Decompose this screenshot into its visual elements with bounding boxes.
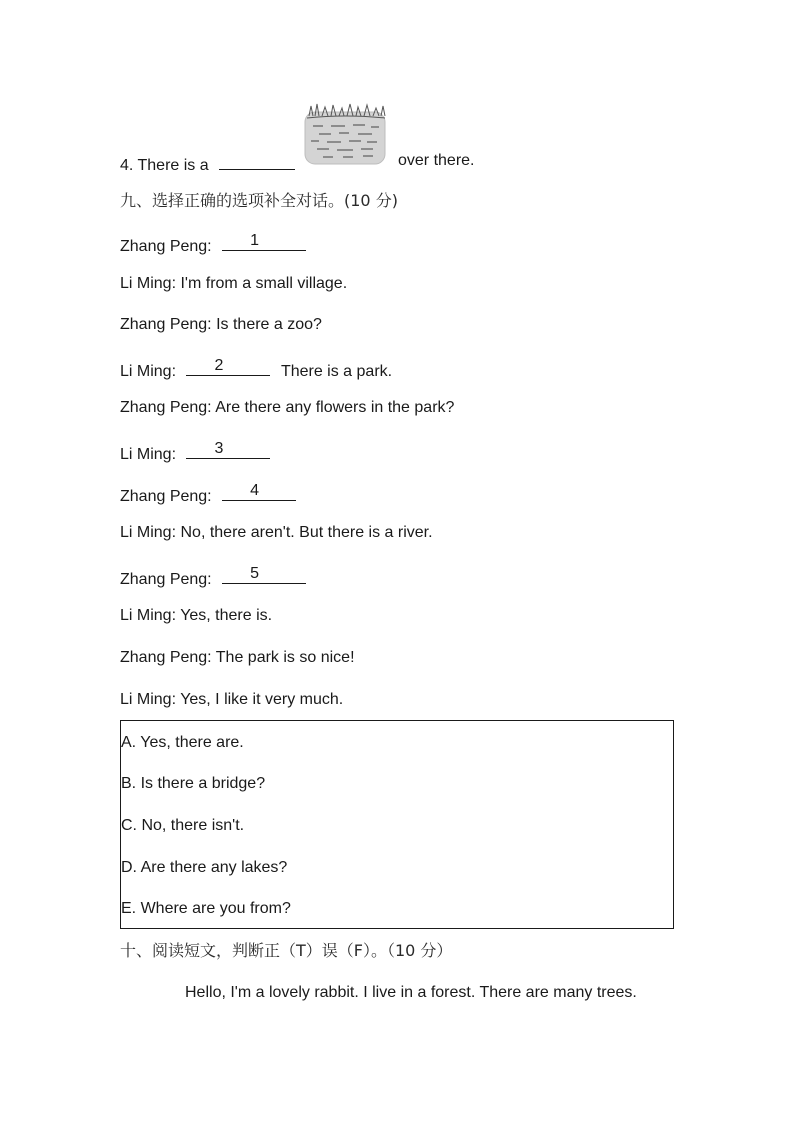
dialogue-line-3: [120, 315, 322, 335]
blank-number: 5: [250, 565, 259, 582]
reading-passage: Hello, I'm a lovely rabbit. I live in a forest. There are many trees.: [185, 984, 637, 1001]
speaker: Li Ming:: [120, 275, 177, 292]
speaker: Li Ming:: [120, 363, 177, 380]
dialogue-line-6: [120, 440, 270, 465]
dialogue-text: Is there a zoo?: [216, 316, 322, 333]
speaker: Li Ming:: [120, 524, 177, 541]
speaker: Zhang Peng:: [120, 238, 212, 255]
speaker: Li Ming:: [120, 607, 177, 624]
answer-blank-3[interactable]: [186, 440, 270, 459]
question-4-blank[interactable]: [219, 151, 295, 170]
section-9-heading: 九、选择正确的选项补全对话。(10 分): [120, 191, 398, 210]
speaker: Zhang Peng:: [120, 649, 212, 666]
dialogue-line-11: [120, 648, 355, 668]
dialogue-text: There is a park.: [280, 363, 393, 380]
speaker: Zhang Peng:: [120, 571, 212, 588]
answer-blank-1[interactable]: [222, 232, 306, 251]
options-box: [120, 720, 674, 929]
speaker: Li Ming:: [120, 446, 177, 463]
blank-number: 4: [250, 482, 259, 499]
option-e[interactable]: E. Where are you from?: [121, 900, 291, 917]
speaker: Zhang Peng:: [120, 488, 212, 505]
dialogue-line-2: [120, 274, 347, 294]
river-icon: [303, 102, 387, 166]
dialogue-line-1: [120, 232, 306, 257]
dialogue-line-10: [120, 606, 272, 626]
answer-blank-5[interactable]: [222, 565, 306, 584]
question-4-suffix: over there.: [398, 152, 475, 169]
blank-number: 1: [250, 232, 259, 249]
dialogue-line-9: [120, 565, 306, 590]
dialogue-line-12: [120, 690, 343, 710]
dialogue-line-5: [120, 398, 454, 418]
dialogue-line-7: [120, 482, 296, 507]
speaker: Li Ming:: [120, 691, 177, 708]
dialogue-line-8: [120, 523, 433, 543]
question-4-suffix-line: [398, 151, 474, 171]
option-a[interactable]: A. Yes, there are.: [121, 734, 244, 751]
dialogue-text: Yes, I like it very much.: [180, 691, 344, 708]
blank-number: 3: [214, 440, 224, 457]
question-4: [120, 151, 295, 176]
dialogue-text: Are there any flowers in the park?: [215, 399, 455, 416]
speaker: Zhang Peng:: [120, 316, 212, 333]
question-4-prefix: 4. There is a: [120, 157, 209, 174]
option-b[interactable]: B. Is there a bridge?: [121, 775, 266, 792]
dialogue-text: I'm from a small village.: [180, 275, 348, 292]
dialogue-text: No, there aren't. But there is a river.: [180, 524, 433, 541]
speaker: Zhang Peng:: [120, 399, 212, 416]
option-d[interactable]: D. Are there any lakes?: [121, 859, 288, 876]
dialogue-text: Yes, there is.: [180, 607, 273, 624]
section-10-heading: 十、阅读短文，判断正（T）误（F）。（10 分）: [120, 941, 453, 960]
blank-number: 2: [214, 357, 224, 374]
answer-blank-4[interactable]: [222, 482, 296, 501]
answer-blank-2[interactable]: [186, 357, 270, 376]
dialogue-line-4: [120, 357, 392, 382]
option-c[interactable]: C. No, there isn't.: [121, 817, 245, 834]
dialogue-text: The park is so nice!: [215, 649, 355, 666]
